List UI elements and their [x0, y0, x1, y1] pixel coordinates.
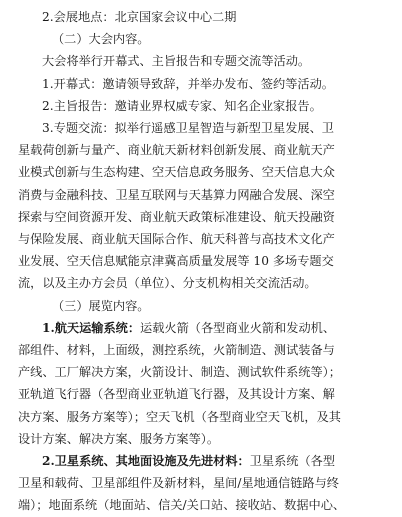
- text-line: [18, 228, 388, 250]
- text-line: [18, 317, 388, 339]
- line-text: 1.开幕式：邀请领导致辞，并举办发布、签约等活动。: [42, 76, 334, 91]
- text-line: [18, 361, 388, 383]
- text-line: [18, 428, 388, 450]
- text-line: [18, 450, 388, 472]
- line-text: 卫星和载荷、卫星部组件及新材料，星间/星地通信链路与终: [18, 476, 339, 491]
- line-text: 运载火箭（各型商业火箭和发动机、: [140, 320, 336, 335]
- text-line: [18, 272, 388, 294]
- line-text: 消费与金融科技、卫星互联网与天基算力网融合发展、深空: [18, 187, 335, 202]
- bold-lead: 1.航天运输系统：: [42, 320, 141, 335]
- text-line: [18, 139, 388, 161]
- text-line: [18, 73, 388, 95]
- line-text: 亚轨道飞行器（各型商业亚轨道飞行器，及其设计方案、解: [18, 387, 335, 402]
- line-text: （三）展览内容。: [52, 298, 150, 313]
- line-text: 探索与空间资源开发、商业航天政策标准建设、航天投融资: [18, 209, 335, 224]
- section-heading: [18, 28, 388, 50]
- line-text: 与保险发展、商业航天国际合作、航天科普与高技术文化产: [18, 232, 335, 247]
- line-text: 流，以及主办方会员（单位）、分支机构相关交流活动。: [18, 276, 317, 291]
- text-line: [18, 95, 388, 117]
- text-line: [18, 184, 388, 206]
- line-text: （二）大会内容。: [52, 32, 150, 47]
- text-line: [18, 6, 388, 28]
- text-line: [18, 472, 388, 494]
- line-text: 部组件、材料，上面级，测控系统，火箭制造、测试装备与: [18, 343, 335, 358]
- text-line: [18, 117, 388, 139]
- line-text: 决方案、服务方案等）；空天飞机（各型商业空天飞机，及其: [18, 409, 341, 424]
- text-line: [18, 383, 388, 405]
- line-text: 卫星系统（各型: [249, 454, 336, 469]
- line-text: 3.专题交流：拟举行遥感卫星智造与新型卫星发展、卫: [42, 121, 334, 136]
- line-text: 端）；地面系统（地面站、信关/关口站、接收站、数据中心、: [18, 498, 346, 513]
- line-text: 设计方案、解决方案、服务方案等）。: [18, 431, 220, 446]
- section-heading: [18, 295, 388, 317]
- line-text: 2.主旨报告：邀请业界权威专家、知名企业家报告。: [42, 98, 322, 113]
- line-text: 业模式创新与生态构建、空天信息政务服务、空天信息大众: [18, 165, 335, 180]
- line-text: 星载荷创新与量产、商业航天新材料创新发展、商业航天产: [18, 143, 335, 158]
- line-text: 大会将举行开幕式、主旨报告和专题交流等活动。: [42, 54, 311, 69]
- line-text: 业发展、空天信息赋能京津冀高质量发展等 10 多场专题交: [18, 254, 334, 269]
- text-line: [18, 206, 388, 228]
- line-text: 产线、工厂解决方案，火箭设计、制造、测试软件系统等）；: [18, 365, 341, 380]
- text-line: [18, 250, 388, 272]
- bold-lead: 2.卫星系统、其地面设施及先进材料：: [42, 454, 250, 469]
- text-line: [18, 50, 388, 72]
- text-line: [18, 339, 388, 361]
- text-line: [18, 494, 388, 516]
- text-line: [18, 161, 388, 183]
- text-line: [18, 406, 388, 428]
- line-text: 2.会展地点：北京国家会议中心二期: [42, 10, 237, 24]
